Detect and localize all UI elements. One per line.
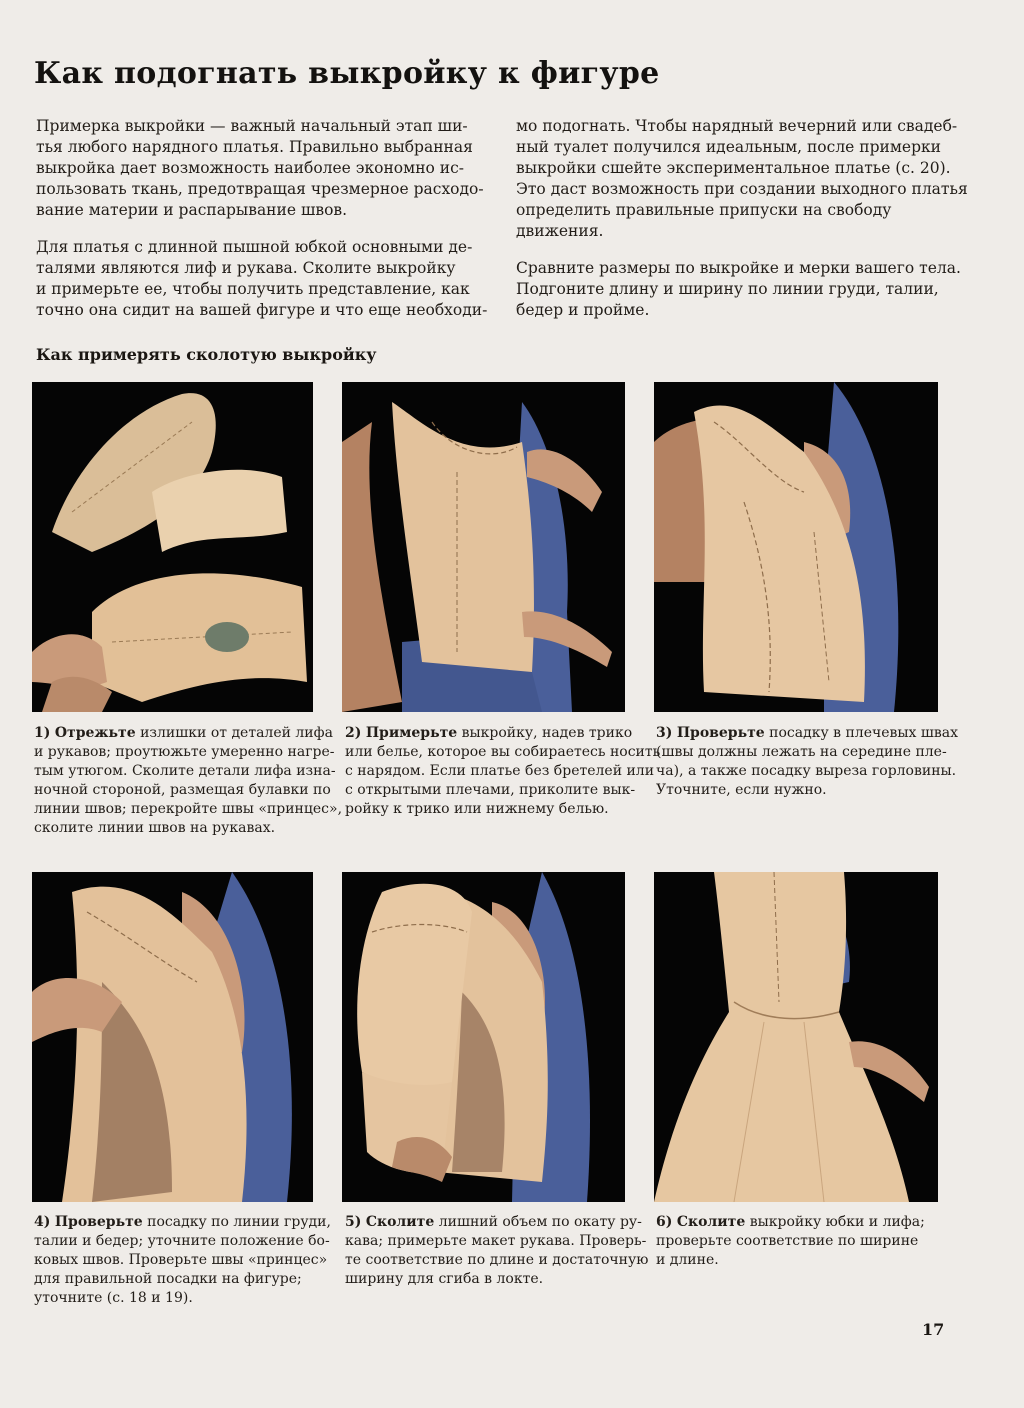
step-2-action: Примерьте	[365, 725, 458, 741]
step-3-photo	[654, 382, 938, 712]
sleeve-fitting-illustration	[342, 872, 625, 1202]
skirt-fitting-illustration	[654, 872, 938, 1202]
intro-col1-para1: Примерка выкройки — важный начальный этап ши- тья любого нарядного платья. Правильно выбранная выкройка дает возможность наиболее экономно ис- пользовать ткань, предотвращая чрезмерное расходо- вание материи и распарывание швов.	[36, 117, 484, 219]
step-6-number: 6)	[656, 1214, 673, 1230]
step-4-action: Проверьте	[54, 1214, 143, 1230]
step-2-photo	[342, 382, 625, 712]
step-6-caption: 6) Сколите выкройку юбки и лифа; проверьте соответствие по ширине и длине.	[656, 1214, 925, 1268]
step-5-number: 5)	[345, 1214, 362, 1230]
step-3-action: Проверьте	[676, 725, 765, 741]
step-4-number: 4)	[34, 1214, 51, 1230]
step-3-number: 3)	[656, 725, 673, 741]
shoulder-fitting-illustration	[654, 382, 938, 712]
step-5-photo	[342, 872, 625, 1202]
step-1-number: 1)	[34, 725, 51, 741]
step-5-action: Сколите	[365, 1214, 435, 1230]
step-4-photo	[32, 872, 313, 1202]
step-2-number: 2)	[345, 725, 362, 741]
pattern-pieces-illustration	[32, 382, 313, 712]
step-6-action: Сколите	[676, 1214, 746, 1230]
step-3-caption: 3) Проверьте посадку в плечевых швах (швы должны лежать на середине пле- ча), а также посадку выреза горловины. Уточните, если нужно.	[656, 725, 959, 798]
step-6-photo	[654, 872, 938, 1202]
section-heading: Как примерять сколотую выкройку	[36, 345, 377, 364]
page-number: 17	[922, 1320, 945, 1339]
step-1-caption: 1) Отрежьте излишки от деталей лифа и рукавов; проутюжьте умеренно нагре- тым утюгом. Сколите детали лифа изна- ночной стороной, размещая булавки по линии швов; перекройте швы «принцес», сколите линии швов на рукавах.	[34, 725, 343, 836]
step-5-caption: 5) Сколите лишний объем по окату ру- кава; примерьте макет рукава. Проверь- те соответствие по длине и достаточную ширину для сгиба в локте.	[345, 1214, 649, 1287]
step-1-action: Отрежьте	[54, 725, 136, 741]
intro-col2-para2: Сравните размеры по выкройке и мерки вашего тела. Подгоните длину и ширину по линии груди, талии, бедер и пройме.	[516, 259, 961, 319]
step-1-photo	[32, 382, 313, 712]
intro-col1-para2: Для платья с длинной пышной юбкой основными де- талями являются лиф и рукава. Сколите выкройку и примерьте ее, чтобы получить представление, как точно она сидит на вашей фигуре и что еще необходи-	[36, 238, 488, 319]
page-title: Как подогнать выкройку к фигуре	[34, 56, 660, 91]
bust-fitting-illustration	[32, 872, 313, 1202]
intro-col2-para1: мо подогнать. Чтобы нарядный вечерний или свадеб- ный туалет получился идеальным, после примерки выкройки сшейте экспериментальное платье (с. 20). Это даст возможность при создании выходного платья определить правильные припуски на свободу движения.	[516, 117, 968, 240]
bodice-fitting-illustration	[342, 382, 625, 712]
step-2-caption: 2) Примерьте выкройку, надев трико или белье, которое вы собираетесь носить с нарядом. Если платье без бретелей или с открытыми плечами, приколите вык- ройку к трико или нижнему белью.	[345, 725, 661, 817]
step-4-caption: 4) Проверьте посадку по линии груди, талии и бедер; уточните положение бо- ковых швов. Проверьте швы «принцес» для правильной посадки на фигуре; уточните (с. 18 и 19).	[34, 1214, 331, 1306]
